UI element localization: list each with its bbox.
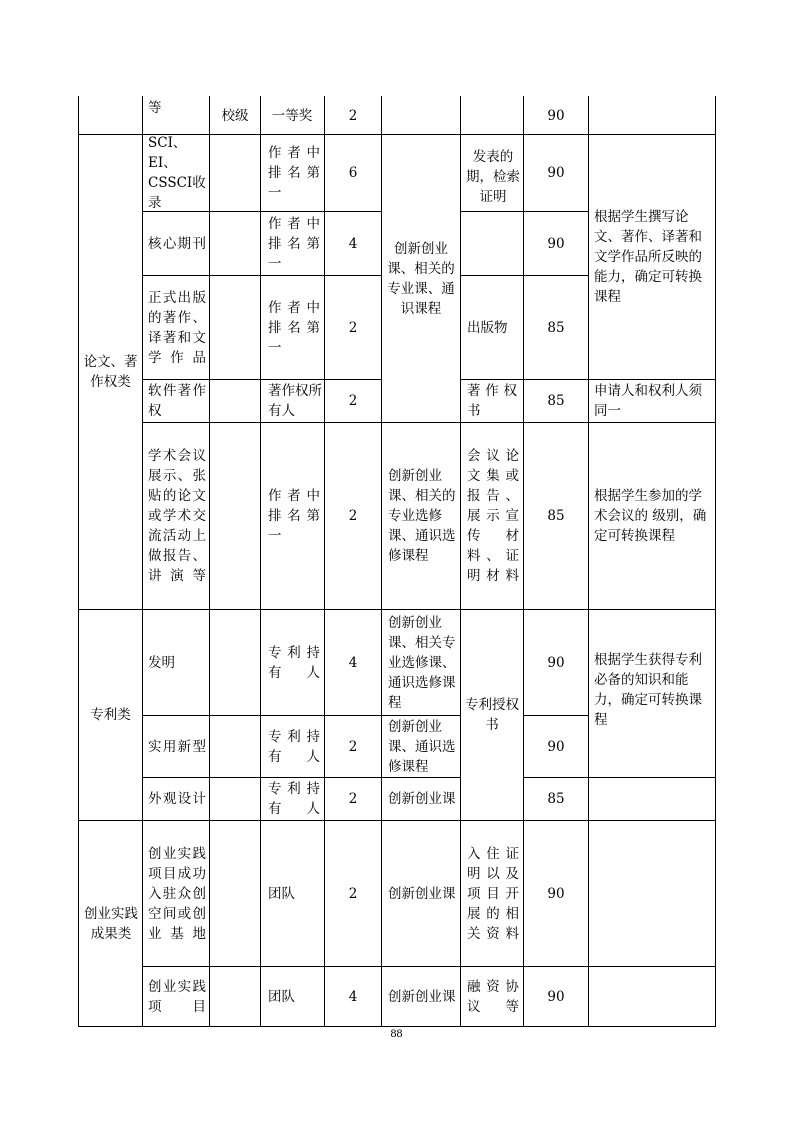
- cell-grade: 90: [547, 165, 565, 181]
- cell-note: 根据学生参加的学术会议的 级别，确定可转换课程: [594, 488, 707, 544]
- grid-line: [381, 96, 382, 1027]
- merged-patent-note: 根据学生获得专利必备的知识和能力，确定可转换课程: [594, 652, 702, 728]
- category-papers: 论文、著作权类: [83, 354, 138, 390]
- cell-item: 软件著作权: [148, 383, 206, 419]
- cell-requirement: 专利持有人: [268, 781, 320, 817]
- cell-evidence: 入住证明以及项目开展的相关资料: [467, 845, 519, 942]
- cell-grade: 85: [547, 508, 565, 524]
- grid-line: [715, 96, 716, 1027]
- cell-level: 校级: [221, 108, 249, 124]
- cell-requirement: 作者中排名第一: [268, 215, 320, 272]
- cell-credit: 2: [348, 791, 358, 807]
- cell-course: 创新创业课、相关的专业选修课、通识选修课程: [388, 468, 456, 564]
- grid-line: [260, 96, 261, 1027]
- cell-credit: 2: [348, 319, 358, 336]
- grid-line: [523, 96, 524, 1027]
- grid-line: [324, 96, 325, 1027]
- cell-item: 发明: [148, 654, 175, 671]
- category-entrepreneurship: 创业实践成果类: [84, 905, 138, 942]
- cell-requirement: 著作权所有人: [268, 383, 322, 419]
- cell-item: 核心期刊: [148, 235, 206, 252]
- cell-credit: 2: [348, 738, 358, 755]
- grid-line: [460, 96, 461, 1027]
- grid-line: [78, 96, 79, 1027]
- cell-course: 创新创业课: [388, 885, 456, 902]
- cell-evidence: 会议论文集或报告、展示宣传材料、证明材料: [467, 448, 519, 584]
- cell-item: 创业实践项目成功入驻众创空间或创业基地: [148, 845, 206, 942]
- cell-credit: 2: [348, 885, 358, 902]
- cell-item: 实用新型: [148, 738, 206, 755]
- cell-grade: 90: [547, 108, 565, 124]
- grid-line: [142, 96, 143, 1027]
- cell-item: 创业实践项目: [148, 978, 206, 1015]
- cell-requirement: 团队: [268, 885, 295, 902]
- cell-credit: 2: [348, 108, 358, 124]
- cell-grade: 90: [547, 738, 565, 755]
- cell-credit: 2: [348, 508, 358, 524]
- merged-papers-course: 创新创业课、相关的专业课、通识课程: [387, 240, 455, 317]
- category-patents: 专利类: [90, 707, 131, 723]
- cell-course: 创新创业课: [388, 791, 456, 807]
- cell-credit: 2: [348, 393, 358, 409]
- cell-grade: 85: [547, 393, 565, 409]
- page-number: 88: [390, 1026, 403, 1040]
- cell-credit: 4: [348, 988, 358, 1005]
- grid-line: [209, 96, 210, 1027]
- cell-requirement: 作者中排名第一: [268, 488, 320, 544]
- cell-grade: 90: [547, 235, 565, 252]
- cell-grade: 90: [547, 885, 565, 902]
- cell-grade: 85: [547, 791, 565, 807]
- cell-item: 外观设计: [148, 791, 206, 807]
- cell-grade: 85: [547, 319, 565, 336]
- cell-credit: 4: [348, 654, 358, 671]
- cell-item: 正式出版的著作、译著和文学作品: [148, 289, 206, 366]
- cell-course: 创新创业课、相关专业选修课、通识选修课程: [388, 614, 456, 711]
- cell-evidence: 出版物: [467, 319, 508, 336]
- cell-credit: 4: [348, 235, 358, 252]
- cell-evidence: 融资协议等: [467, 978, 519, 1015]
- cell-evidence: 著作权书: [467, 383, 517, 419]
- cell-requirement: 专利持有人: [268, 644, 320, 681]
- cell-item: 学术会议展示、张贴的论文或学术交流活动上做报告、讲演等: [148, 448, 206, 584]
- merged-papers-evidence: 发表的期，检索证明: [466, 149, 520, 205]
- cell-note: 申请人和权利人须同一: [594, 383, 702, 419]
- merged-patent-evidence: 专利授权书: [465, 697, 519, 733]
- cell-credit: 6: [348, 165, 358, 181]
- cell-requirement: 专利持有人: [268, 728, 320, 765]
- cell-requirement: 一等奖: [271, 108, 313, 124]
- cell-grade: 90: [547, 988, 565, 1005]
- merged-papers-note: 根据学生撰写论文、著作、译著和文学作品所反映的能力，确定可转换课程: [594, 209, 702, 305]
- cell-requirement: 团队: [268, 988, 295, 1005]
- cell-course: 创新创业课、通识选修课程: [388, 718, 456, 775]
- cell-requirement: 作者中排名第一: [268, 145, 320, 201]
- cell-item: 等: [148, 100, 162, 116]
- cell-course: 创新创业课: [388, 988, 456, 1005]
- cell-item: SCI、EI、CSSCI收录: [148, 135, 206, 211]
- cell-grade: 90: [547, 654, 565, 671]
- cell-requirement: 作者中排名第一: [268, 299, 320, 356]
- grid-line: [588, 96, 589, 1027]
